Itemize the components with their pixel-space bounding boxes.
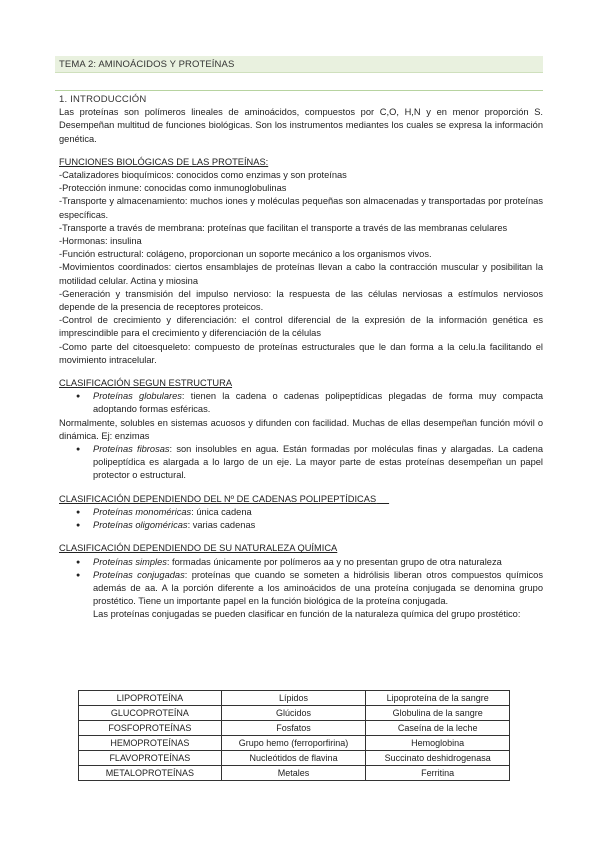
- intro-heading: 1. INTRODUCCIÓN: [59, 94, 147, 105]
- table-row: [79, 766, 510, 781]
- protein-class-cell: HEMOPROTEÍNAS: [79, 736, 222, 751]
- protein-class-cell: FOSFOPROTEÍNAS: [79, 721, 222, 736]
- table-row: [79, 721, 510, 736]
- intro-paragraph: Las proteínas son polímeros lineales de aminoácidos, compuestos por C,O, H,N y en menor proporción S. Desempeñan multitud de funciones biológicas. Son los instrumentos mediantes los cuales se expresa la información genética.: [59, 107, 543, 144]
- monomericas-term: Proteínas monoméricas: [93, 506, 192, 517]
- funcion-item: -Generación y transmisión del impulso nervioso: la respuesta de las células nerviosas a estímulos nerviosos depende de la presencia de receptores proteicos.: [59, 288, 543, 313]
- naturaleza-heading: CLASIFICACIÓN DEPENDIENDO DE SU NATURALEZA QUÍMICA: [59, 543, 338, 554]
- table-row: [79, 751, 510, 766]
- simples-text: : formadas únicamente por polímeros aa y no presentan grupo de otra naturaleza: [166, 556, 502, 567]
- prosthetic-group-cell: Grupo hemo (ferroporfirina): [221, 736, 366, 751]
- cadenas-heading-trail: [376, 494, 389, 504]
- funcion-item: -Función estructural: colágeno, proporcionan un soporte mecánico a los organismos vivos.: [59, 249, 432, 260]
- cadenas-heading: [59, 493, 543, 506]
- fibrosas-text: : son insolubles en agua. Están formadas por moléculas finas y alargadas. La cadena polipeptídica es alargada a lo largo de un eje. La mayor parte de estas proteínas desempeñan un papel protector o estructural.: [93, 444, 543, 481]
- protein-class-cell: LIPOPROTEÍNA: [79, 691, 222, 706]
- conjugadas-term: Proteínas conjugadas: [93, 569, 185, 580]
- protein-class-cell: METALOPROTEÍNAS: [79, 766, 222, 781]
- funciones-heading: FUNCIONES BIOLÓGICAS DE LAS PROTEÍNAS:: [59, 156, 269, 167]
- example-cell: Caseína de la leche: [366, 721, 510, 736]
- funcion-item: -Movimientos coordinados: ciertos ensamblajes de proteínas llevan a cabo la contracción muscular y posibilitan la motilidad celular. Actina y miosina: [59, 262, 543, 286]
- prosthetic-group-cell: Metales: [221, 766, 366, 781]
- protein-class-cell: FLAVOPROTEÍNAS: [79, 751, 222, 766]
- table-row: [79, 691, 510, 706]
- estructura-heading: CLASIFICACIÓN SEGUN ESTRUCTURA: [59, 378, 233, 389]
- prosthetic-group-cell: Fosfatos: [221, 721, 366, 736]
- list-item-monomericas: [59, 506, 543, 519]
- list-item-globulares: [59, 390, 543, 416]
- funcion-item: -Catalizadores bioquímicos: conocidos como enzimas y son proteínas: [59, 170, 347, 181]
- prosthetic-group-cell: Glúcidos: [221, 706, 366, 721]
- globulares-term: Proteínas globulares: [93, 391, 182, 402]
- prosthetic-group-cell: Lípidos: [221, 691, 366, 706]
- example-cell: Hemoglobina: [366, 736, 510, 751]
- globulares-note: Normalmente, solubles en sistemas acuosos y difunden con facilidad. Muchas de ellas desempeñan función móvil o dinámica. Ej: enzimas: [59, 417, 543, 441]
- fibrosas-term: Proteínas fibrosas: [93, 444, 170, 455]
- section-divider: [55, 90, 543, 91]
- prosthetic-group-table: [78, 690, 510, 781]
- example-cell: Succinato deshidrogenasa: [366, 751, 510, 766]
- example-cell: Globulina de la sangre: [366, 706, 510, 721]
- table-row: [79, 706, 510, 721]
- cadenas-heading-text: CLASIFICACIÓN DEPENDIENDO DEL Nº DE CADENAS POLIPEPTÍDICAS: [59, 493, 377, 504]
- conjugadas-note: Las proteínas conjugadas se pueden clasificar en función de la naturaleza química del grupo prostético:: [93, 609, 521, 620]
- conjugadas-text: : proteínas que cuando se someten a hidrólisis liberan otros compuestos químicos además de aa. A la porción diferente a los aminoácidos de una proteína conjugada se denomina grupo prostético. Tiene un importante papel en la función biológica de la proteína conjugada.: [93, 569, 543, 607]
- funciones-list: [59, 169, 543, 367]
- table-row: [79, 736, 510, 751]
- globulares-text: : tienen la cadena o cadenas polipeptídicas plegadas de forma muy compacta adoptando formas esféricas.: [93, 391, 543, 415]
- oligomericas-term: Proteínas oligoméricas: [93, 520, 188, 531]
- funcion-item: -Hormonas: insulina: [59, 236, 142, 247]
- list-item-oligomericas: [59, 519, 543, 532]
- example-cell: Ferritina: [366, 766, 510, 781]
- oligomericas-text: : varias cadenas: [187, 520, 256, 531]
- monomericas-text: : única cadena: [191, 506, 252, 517]
- funcion-item: -Transporte y almacenamiento: muchos iones y moléculas pequeñas son almacenadas y transportadas por proteínas específicas.: [59, 196, 543, 220]
- funcion-item: -Transporte a través de membrana: proteínas que facilitan el transporte a través de las membranas celulares: [59, 222, 508, 233]
- list-item-simples: [59, 556, 543, 569]
- funcion-item: -Control de crecimiento y diferenciación: el control diferencial de la expresión de la información genética es imprescindible para el crecimiento y diferenciación de la células: [59, 315, 543, 339]
- list-item-conjugadas: [59, 569, 543, 609]
- simples-term: Proteínas simples: [93, 556, 167, 567]
- protein-class-cell: GLUCOPROTEÍNA: [79, 706, 222, 721]
- document-body: [59, 93, 543, 622]
- example-cell: Lipoproteína de la sangre: [366, 691, 510, 706]
- funcion-item: -Protección inmune: conocidas como inmunoglobulinas: [59, 183, 287, 194]
- list-item-fibrosas: [59, 443, 543, 483]
- funcion-item: -Como parte del citoesqueleto: compuesto de proteínas estructurales que le dan forma a la celu.la facilitando el movimiento intracelular.: [59, 341, 543, 365]
- prosthetic-group-cell: Nucleótidos de flavina: [221, 751, 366, 766]
- document-title: TEMA 2: AMINOÁCIDOS Y PROTEÍNAS: [55, 56, 543, 73]
